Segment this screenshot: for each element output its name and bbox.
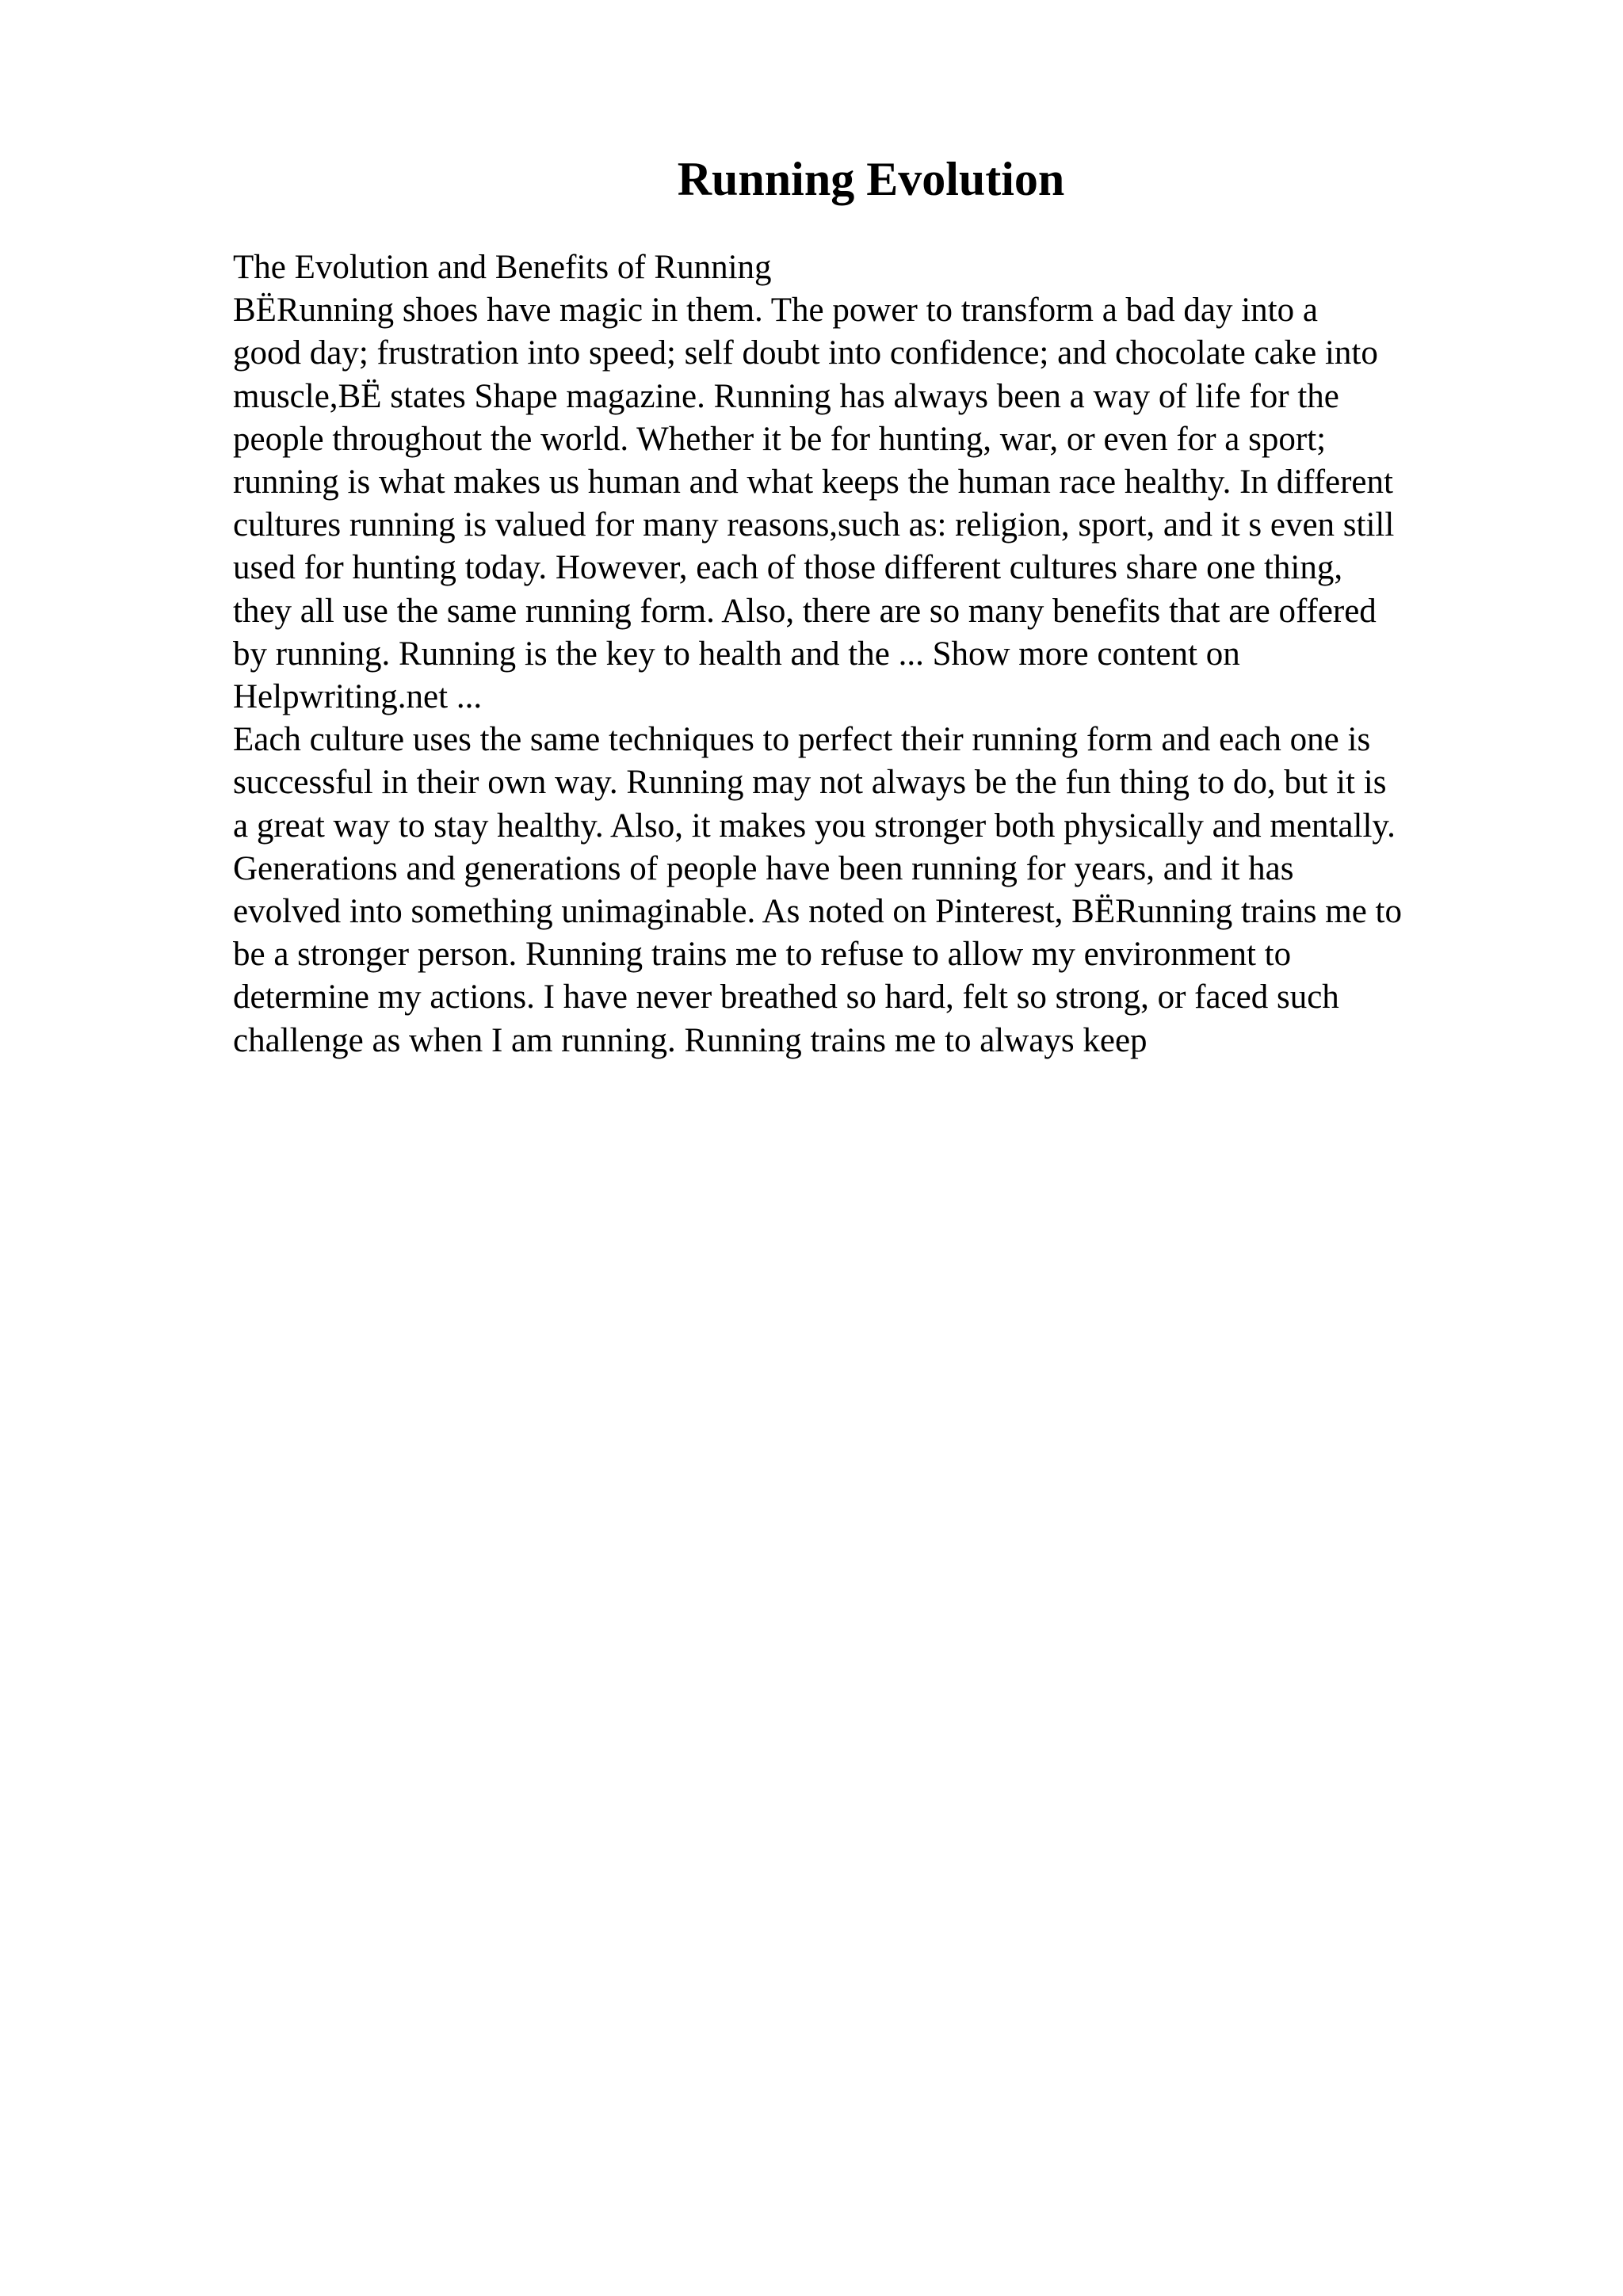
body-line: Each culture uses the same techniques to perfect their running form and each one is: [233, 721, 1371, 759]
body-line: determine my actions. I have never breathed so hard, felt so strong, or faced such: [233, 978, 1339, 1016]
body-line: Generations and generations of people have been running for years, and it has: [233, 849, 1294, 887]
document-title: Running Evolution: [677, 153, 1065, 205]
body-line: good day; frustration into speed; self doubt into confidence; and chocolate cake into: [233, 334, 1378, 372]
body-line: a great way to stay healthy. Also, it makes you stronger both physically and mentally.: [233, 807, 1396, 845]
body-line: by running. Running is the key to health and the ... Show more content on: [233, 635, 1240, 673]
body-line: be a stronger person. Running trains me to refuse to allow my environment to: [233, 936, 1292, 974]
body-line: evolved into something unimaginable. As noted on Pinterest, BËRunning trains me to: [233, 893, 1402, 931]
body-line: they all use the same running form. Also, there are so many benefits that are offered: [233, 592, 1377, 630]
document-body: [233, 246, 1517, 1062]
body-line: challenge as when I am running. Running trains me to always keep: [233, 1021, 1148, 1059]
body-line: successful in their own way. Running may not always be the fun thing to do, but it is: [233, 764, 1387, 802]
body-line: The Evolution and Benefits of Running: [233, 249, 772, 286]
body-line: people throughout the world. Whether it be for hunting, war, or even for a sport;: [233, 420, 1327, 458]
body-line: BËRunning shoes have magic in them. The power to transform a bad day into a: [233, 292, 1318, 330]
body-line: used for hunting today. However, each of those different cultures share one thing,: [233, 549, 1343, 587]
body-line: running is what makes us human and what keeps the human race healthy. In different: [233, 463, 1393, 502]
body-line: muscle,BË states Shape magazine. Running has always been a way of life for the: [233, 377, 1339, 415]
body-line: Helpwriting.net ...: [233, 678, 483, 716]
body-line: cultures running is valued for many reasons,such as: religion, sport, and it s even still: [233, 506, 1395, 544]
